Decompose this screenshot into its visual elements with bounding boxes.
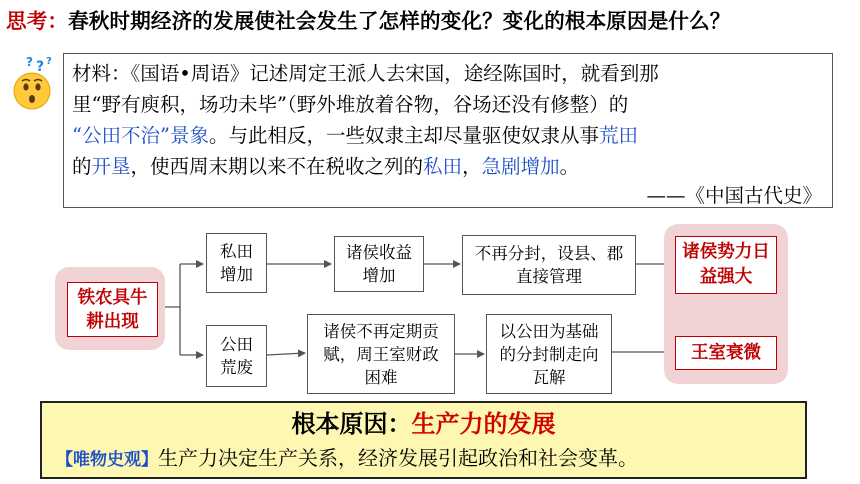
flow-node-bottom-3 [486,314,612,394]
svg-text:?: ? [26,55,33,69]
highlight-text: 急剧增加 [481,155,560,178]
material-text: ，使西周末期以来不在税收之列的 [130,155,424,178]
flow-node-label: 诸侯不再定期贡赋，周王室财政困难 [323,321,439,387]
material-text: 。与此相反，一些奴隶主却尽量驱使奴隶从事 [208,124,599,147]
svg-text:?: ? [36,59,45,75]
flow-node-label: 诸侯收益增加 [346,243,412,285]
conclusion-tag: 【唯物史观】 [56,450,158,470]
svg-text:?: ? [46,56,52,67]
material-text: 。 [559,155,580,178]
origin-box [67,282,158,337]
conclusion-answer: 生产力的发展 [411,410,556,438]
conclusion-explanation [56,441,638,477]
material-text: 的 [72,155,92,178]
flow-node-top-3 [462,235,636,295]
conclusion-label: 根本原因： [291,410,412,438]
flow-node-bottom-2 [307,314,455,394]
material-text: ， [462,155,482,178]
flow-node-label: 私田增加 [220,242,253,284]
conclusion-text: 生产力决定生产关系，经济发展引起政治和社会变革。 [158,446,638,470]
flow-node-bottom-1 [206,325,267,387]
highlight-text: 荒田 [598,124,638,147]
flow-node-top-4 [675,236,777,294]
conclusion-box [40,401,807,479]
flow-node-bottom-4 [675,336,777,370]
flow-node-label: 以公田为基础的分封制走向瓦解 [499,321,599,387]
flow-node-label: 不再分封，设县、郡直接管理 [474,244,624,286]
flow-node-top-2 [334,236,424,292]
origin-label: 铁农具牛耕出现 [77,287,148,332]
material-line: 里“野有庾积，场功未毕”（野外堆放着谷物，谷场还没有修整）的 [72,93,629,116]
flow-node-label: 王室衰微 [691,342,761,363]
title-lead: 思考： [6,9,69,33]
flow-node-label: 诸侯势力日益强大 [682,242,770,287]
flow-node-label: 公田荒废 [220,335,253,377]
material-source: ——《中国古代史》 [646,184,822,207]
conclusion-heading [42,405,805,443]
highlight-text: 开垦 [91,155,131,178]
highlight-text: 私田 [423,155,463,178]
flow-node-top-1 [206,233,267,293]
title-question: 春秋时期经济的发展使社会发生了怎样的变化？变化的根本原因是什么？ [68,9,731,33]
highlight-text: “公田不治”景象 [72,124,209,147]
material-line: 材料：《国语•周语》记述周定王派人去宋国，途经陈国时，就看到那 [72,62,659,85]
